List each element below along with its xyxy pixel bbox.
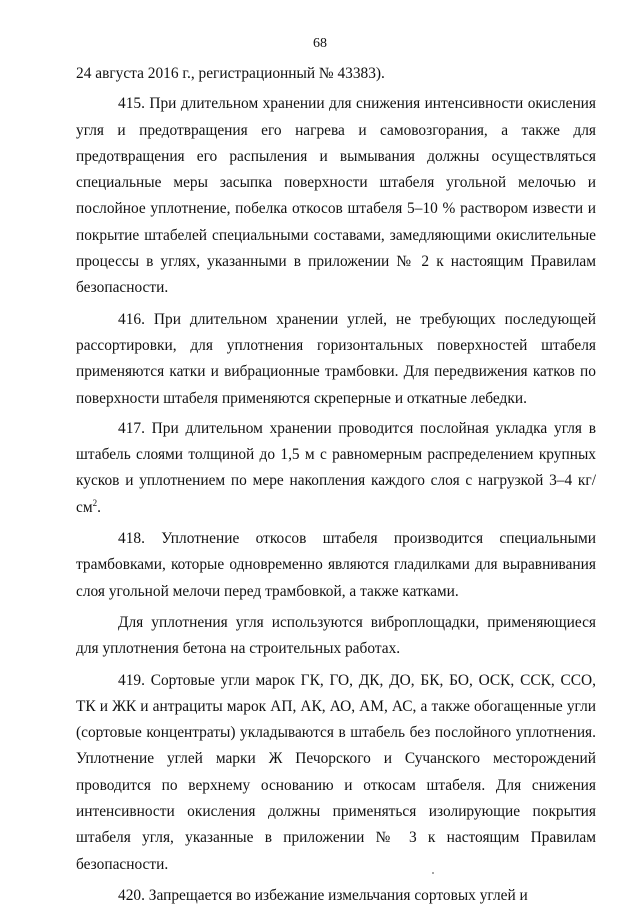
- paragraph-417-superscript: 2: [92, 497, 98, 508]
- paragraph-419: 419. Сортовые угли марок ГК, ГО, ДК, ДО, БК, БО, ОСК, ССК, ССО, ТК и ЖК и антрациты марок АП, АК, АО, АМ, АС, а также обогащенные угли (сортовые концентраты) укладываются в штабель без послойного уплотнения. Уплотнение углей марки Ж Печорского и Сучанского месторождений проводится по верхнему основанию и откосам штабеля. Для снижения интенсивности окисления должны применяться изолирующие покрытия штабеля угля, указанные в приложении № 3 к настоящим Правилам безопасности.: [76, 671, 596, 873]
- paragraph-420: 420. Запрещается во избежание измельчания сортовых углей и: [118, 886, 528, 904]
- paragraph-418: 418. Уплотнение откосов штабеля производится специальными трамбовками, которые одновременно являются гладилками для выравнивания слоя угольной мелочи перед трамбовкой, а также катками.: [76, 530, 596, 600]
- paragraph-417-text: 417. При длительном хранении проводится послойная укладка угля в штабель слоями толщиной до 1,5 м с равномерным распределением крупных кусков и уплотнением по мере накопления каждого слоя с нагрузкой 3–4 кг/см: [76, 419, 596, 516]
- paragraph-418-note: Для уплотнения угля используются виброплощадки, применяющиеся для уплотнения бетона на строительных работах.: [76, 613, 596, 658]
- paragraph-415: 415. При длительном хранении для снижения интенсивности окисления угля и предотвращения его нагрева и самовозгорания, а также для предотвращения его распыления и вымывания должны осуществляться специальные меры засыпка поверхности штабеля угольной мелочью и послойное уплотнение, побелка откосов штабеля 5–10 % раствором извести и покрытие штабелей специальными составами, замедляющими окислительные процессы в углях, указанными в приложении № 2 к настоящим Правилам безопасности.: [76, 95, 596, 297]
- paragraph-417: [76, 416, 596, 521]
- paragraph-416: 416. При длительном хранении углей, не требующих последующей рассортировки, для уплотнения горизонтальных поверхностей штабеля применяются катки и вибрационные трамбовки. Для передвижения катков по поверхности штабеля применяются скреперные и откатные лебедки.: [76, 310, 596, 407]
- paragraph-417-tail: .: [97, 498, 101, 516]
- scan-speck: [432, 872, 434, 874]
- paragraph-continuation: 24 августа 2016 г., регистрационный № 43383).: [76, 65, 385, 82]
- page-number: 68: [313, 36, 327, 51]
- document-body: [76, 61, 596, 909]
